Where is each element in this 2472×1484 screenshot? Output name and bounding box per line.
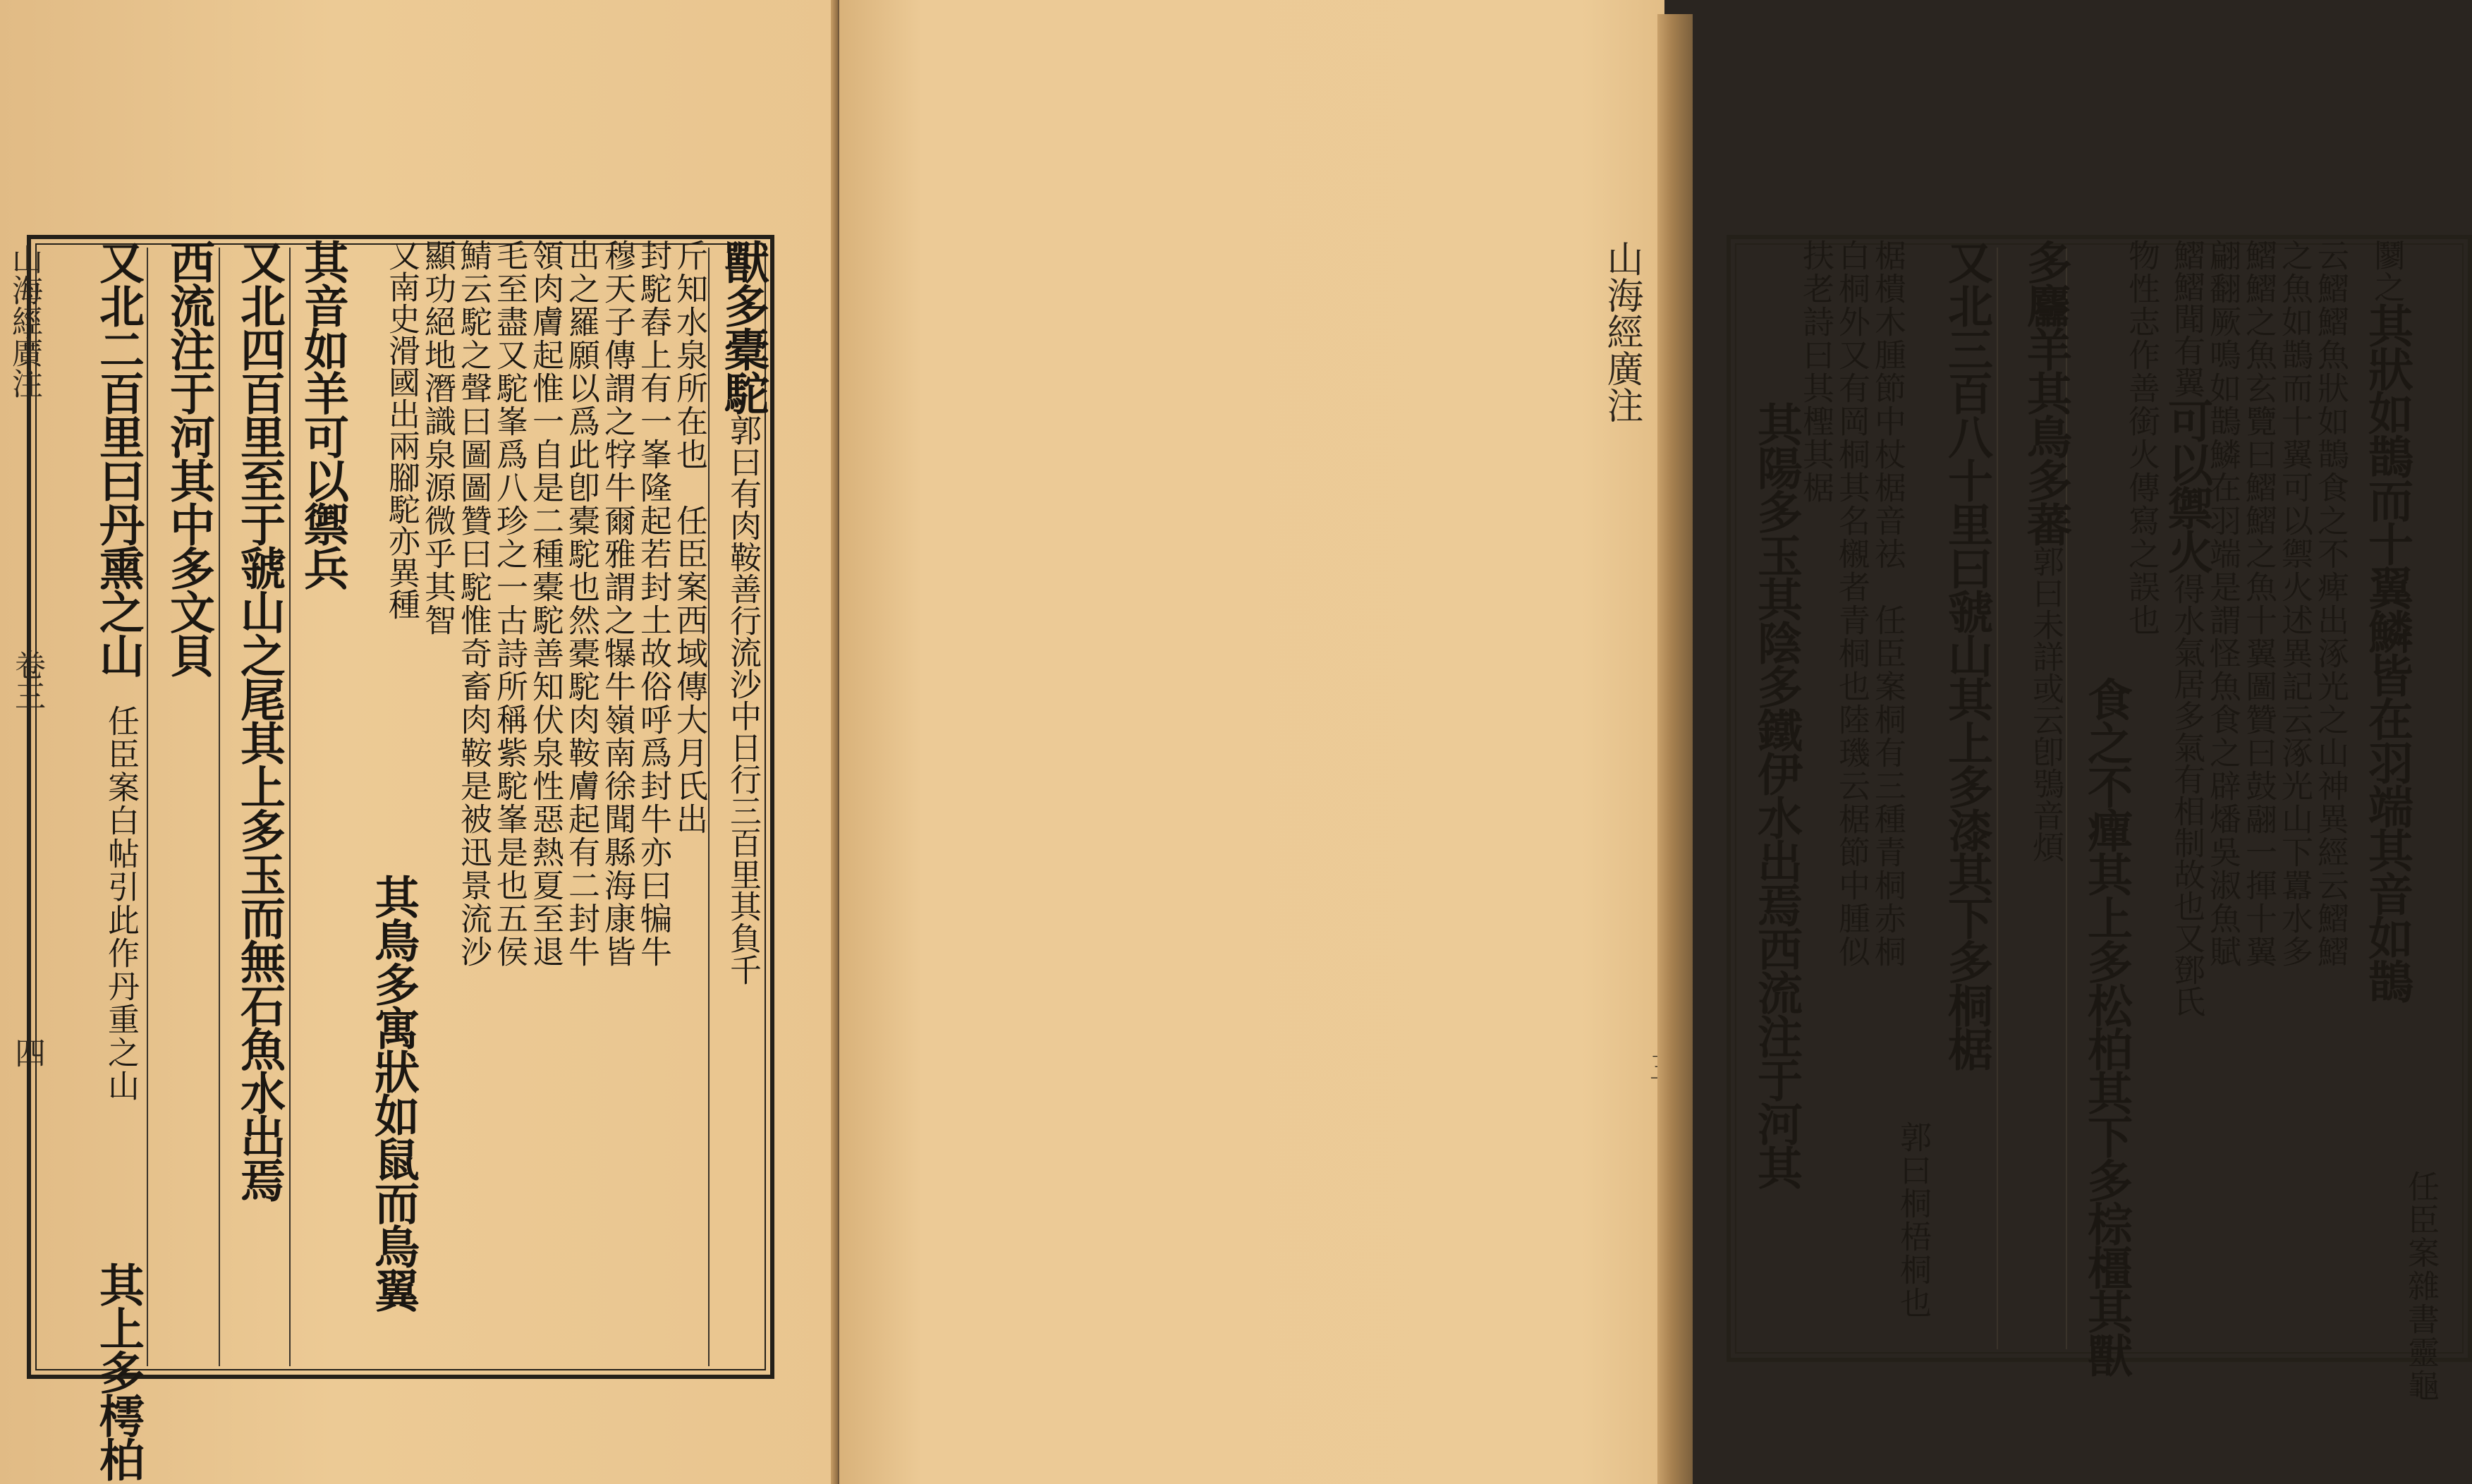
left-col-13: 西流注于河其中多文貝 <box>162 239 215 676</box>
right-col-8: 食之不癉其上多松柏其下多棕橿其獸 <box>2080 676 2133 1376</box>
right-col-1-note: 任臣案雜書靈龜 <box>2402 1170 2440 1402</box>
right-fold-title: 山海經廣注 <box>1600 240 1643 423</box>
left-fold-title: 山海經廣注 <box>6 243 42 399</box>
left-col-14-tail: 其上多樗柏 <box>92 1262 145 1480</box>
left-col-10: 又南史滑國出兩腳駝亦異種 <box>383 239 420 620</box>
left-col-7: 毛至盡又駝峯爲八珍之一古詩所稱紫駝峯是也五侯 <box>491 239 528 968</box>
left-col-6: 領肉膚起惟一自是二種橐駝善知伏泉性惡熱夏至退 <box>527 239 564 968</box>
right-col-7: 物性志作善銜火傳寫之誤也 <box>2123 239 2160 637</box>
right-col-10: 又北三百八十里曰虢山其上多漆其下多桐椐 <box>1940 239 1993 1070</box>
left-col-14-note: 任臣案白帖引此作丹重之山 <box>102 705 140 1102</box>
column-rule <box>219 248 220 1366</box>
right-col-4: 鰼鰼之魚玄覽曰鰼鰼之魚十翼圖贊曰鼓翮一揮十翼 <box>2240 239 2277 968</box>
right-page <box>839 0 2440 1484</box>
left-col-4: 穆天子傳謂之牸牛爾雅謂之犦牛嶺南徐聞縣海康皆 <box>599 239 636 968</box>
left-col-2: 斤知水泉所在也 任臣案西域傳大月氏出 <box>671 239 708 836</box>
left-col-11: 其音如羊可以禦兵 <box>296 239 349 589</box>
left-col-8: 鯖云駝之聲曰圖圖贊曰駝惟奇畜肉鞍是被迅景流沙 <box>455 239 492 968</box>
left-col-10-main: 其鳥多寓狀如鼠而鳥翼 <box>367 874 420 1311</box>
column-rule <box>147 248 148 1366</box>
left-page-frame <box>27 235 774 1480</box>
left-fold-volume: 卷三 <box>9 649 45 711</box>
right-col-9: 多麢羊其鳥多蕃郭曰未詳或云卽鴞音煩 <box>2019 239 2072 863</box>
right-col-12: 白桐外又有岡桐其名櫬者青桐也陸璣云椐節中腫似 <box>1833 239 1870 968</box>
right-col-14: 其陽多玉其陰多鐵伊水出焉西流注于河其 <box>1750 401 1803 1188</box>
page-edges <box>1657 14 1693 1484</box>
left-col-14: 又北二百里曰丹熏之山 <box>92 239 145 676</box>
left-col-5: 出之羅願以爲此卽橐駝也然橐駝肉鞍膚起有二封牛 <box>563 239 600 968</box>
left-col-1: 獸多橐駝郭曰有肉鞍善行流沙中日行三百里其負千 <box>717 239 769 985</box>
right-col-11-note: 郭曰桐梧桐也 <box>1894 1121 1932 1320</box>
left-col-3: 封駝舂上有一峯隆起若封土故俗呼爲封牛亦曰犏牛 <box>635 239 672 968</box>
right-col-1: 䰘之其狀如鵲而十翼鱗皆在羽端其音如鵲 <box>2361 239 2413 1002</box>
column-rule <box>1997 248 1998 1349</box>
right-col-3: 之魚如鵲而十翼可以禦火述異記云涿光山下囂水多 <box>2276 239 2313 968</box>
column-rule <box>289 248 291 1366</box>
left-page <box>0 0 836 1484</box>
right-col-13: 扶老詩曰其檉其椐 <box>1797 239 1834 504</box>
right-col-6: 鰼鰼聞有翼可以禦火得水氣居多氣有相制故也又鄧氏 <box>2160 239 2213 1017</box>
right-col-2: 云鰼鰼魚狀如鵲食之不痺出涿光之山神異經云鰼鰼 <box>2312 239 2349 968</box>
column-rule <box>708 248 710 1366</box>
left-col-12: 又北四百里至于虢山之尾其上多玉而無石魚水出焉 <box>233 239 286 1201</box>
left-col-9: 顯功絕地潛識泉源微乎其智 <box>419 239 456 637</box>
right-page-frame <box>1727 235 2472 1402</box>
left-fold-page: 四 <box>9 1037 45 1068</box>
right-col-5: 翩翻厥鳴如鵲鱗在羽端是謂怪魚食之辟燔吳淑魚賦 <box>2204 239 2241 968</box>
right-col-11: 椐樻木腫節中杖椐音祛 任臣案桐有三種青桐赤桐 <box>1869 239 1906 968</box>
